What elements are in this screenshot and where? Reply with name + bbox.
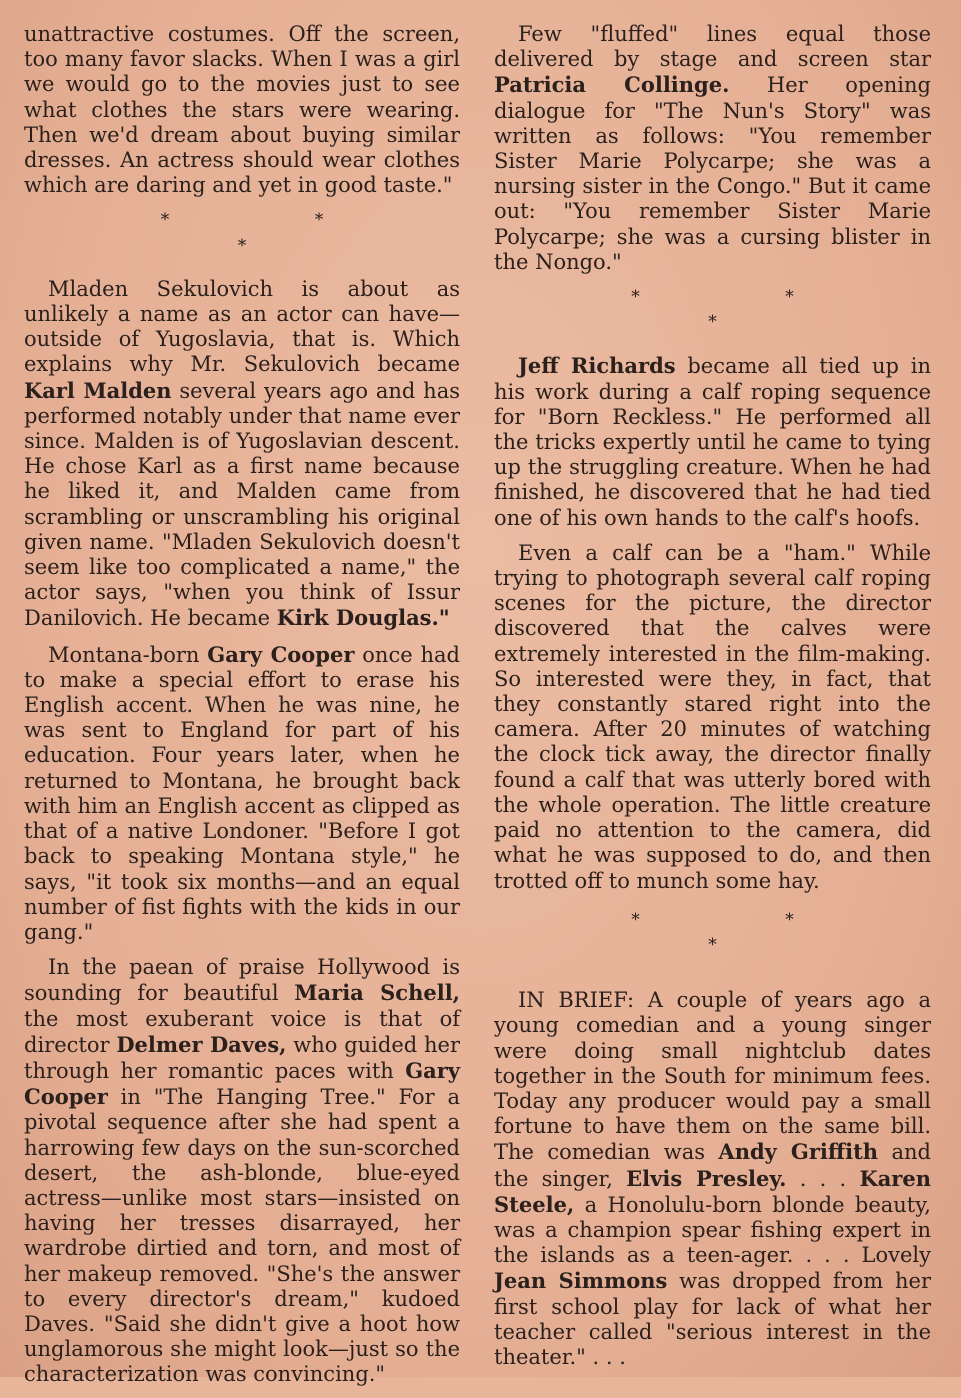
name-highlight: Elvis Presley. (626, 1165, 787, 1191)
article-paragraph: unattractive costumes. Off the screen, too many favor slacks. When I was a girl we would go to the movies just to see what clothes the stars were wearing. Then we'd dream about buying similar dresses. An actress should wear clothes which are daring and yet in good taste." (24, 22, 460, 198)
name-highlight: Maria Schell, (294, 980, 460, 1006)
article-paragraph: Even a calf can be a "ham." While trying to photograph several calf roping scenes for the picture, the director discovered that the calves were extremely interested in the film-making. So interested were they, in fact, that they constantly stared right into the camera. After 20 minutes of watching the clock tick away, the director finally found a calf that was utterly bored with the whole operation. The little creature paid no attention to the camera, did what he was supposed to do, and then trotted off to munch some hay. (494, 540, 931, 893)
name-highlight: Karl Malden (24, 377, 172, 403)
right-column (494, 22, 931, 1380)
article-paragraph: Montana-born Gary Cooper once had to make a special effort to erase his English accent. When he was nine, he was sent to England for part of his education. Four years later, when he returned to Montana, he brought back with him an English accent as clipped as that of a native Londoner. "Before I got back to speaking Montana style," he says, "it took six months—and an equal number of fist fights with the kids in our gang." (24, 641, 460, 944)
section-separator: * * * (631, 909, 864, 955)
section-separator: * * * (631, 287, 864, 333)
name-highlight: Delmer Daves, (116, 1031, 287, 1057)
name-highlight: Andy Griffith (718, 1139, 879, 1165)
name-highlight: Karen Steele, (494, 1165, 932, 1217)
name-highlight: Kirk Douglas." (276, 605, 450, 631)
name-highlight: Jean Simmons (494, 1268, 668, 1294)
section-separator: * * * (160, 210, 394, 256)
name-highlight: Patricia Collinge. (494, 72, 730, 98)
article-paragraph: Jeff Richards became all tied up in his work during a calf roping sequence for "Born Reckless." He performed all the tricks expertly until he came to tying up the struggling creature. When he had finished, he discovered that he had tied one of his own hands to the calf's hoofs. (494, 353, 931, 530)
article-paragraph: Mladen Sekulovich is about as unlikely a name as an actor can have—outside of Yugoslavia, that is. Which explains why Mr. Sekulovich became Karl Malden several years ago and has performed notably under that name ever since. Malden is of Yugoslavian descent. He chose Karl as a first name because he liked it, and Malden came from scrambling or unscrambling his original given name. "Mladen Sekulovich doesn't seem like too complicated a name," the actor says, "when you think of Issur Danilovich. He became Kirk Douglas." (24, 276, 460, 631)
left-column (24, 22, 460, 1398)
article-paragraph: Few "fluffed" lines equal those delivered by stage and screen star Patricia Collinge. Her opening dialogue for "The Nun's Story" was written as follows: "You remember Sister Marie Polycarpe; she was a nursing sister in the Congo." But it came out: "You remember Sister Marie Polycarpe; she was a cursing blister in the Nongo." (494, 22, 931, 274)
article-paragraph: IN BRIEF: A couple of years ago a young comedian and a young singer were doing small nightclub dates together in the South for minimum fees. Today any producer would pay a small fortune to have them on the same bill. The comedian was Andy Griffith and the singer, Elvis Presley. . . . Karen Steele, a Honolulu-born blonde beauty, was a champion spear fishing expert in the islands as a teen-ager. . . . Lovely Jean Simmons was dropped from her first school play for lack of what her teacher called "serious interest in the theater." . . . (494, 988, 932, 1369)
name-highlight: Gary Cooper (207, 641, 355, 667)
article-paragraph: In the paean of praise Hollywood is sounding for beautiful Maria Schell, the most exuberant voice is that of director Delmer Daves, who guided her through her romantic paces with Gary Cooper in "The Hanging Tree." For a pivotal sequence after she had spent a harrowing few days on the sun-scorched desert, the ash-blonde, blue-eyed actress—unlike most stars—insisted on having her tresses disarrayed, her wardrobe dirtied and torn, and most of her makeup removed. "She's the answer to every director's dream," kudoed Daves. "Said she didn't give a hoot how unglamorous she might look—just so the characterization was convincing." (24, 955, 460, 1387)
name-highlight: Jeff Richards (518, 353, 676, 379)
name-highlight: Gary Cooper (24, 1057, 460, 1110)
